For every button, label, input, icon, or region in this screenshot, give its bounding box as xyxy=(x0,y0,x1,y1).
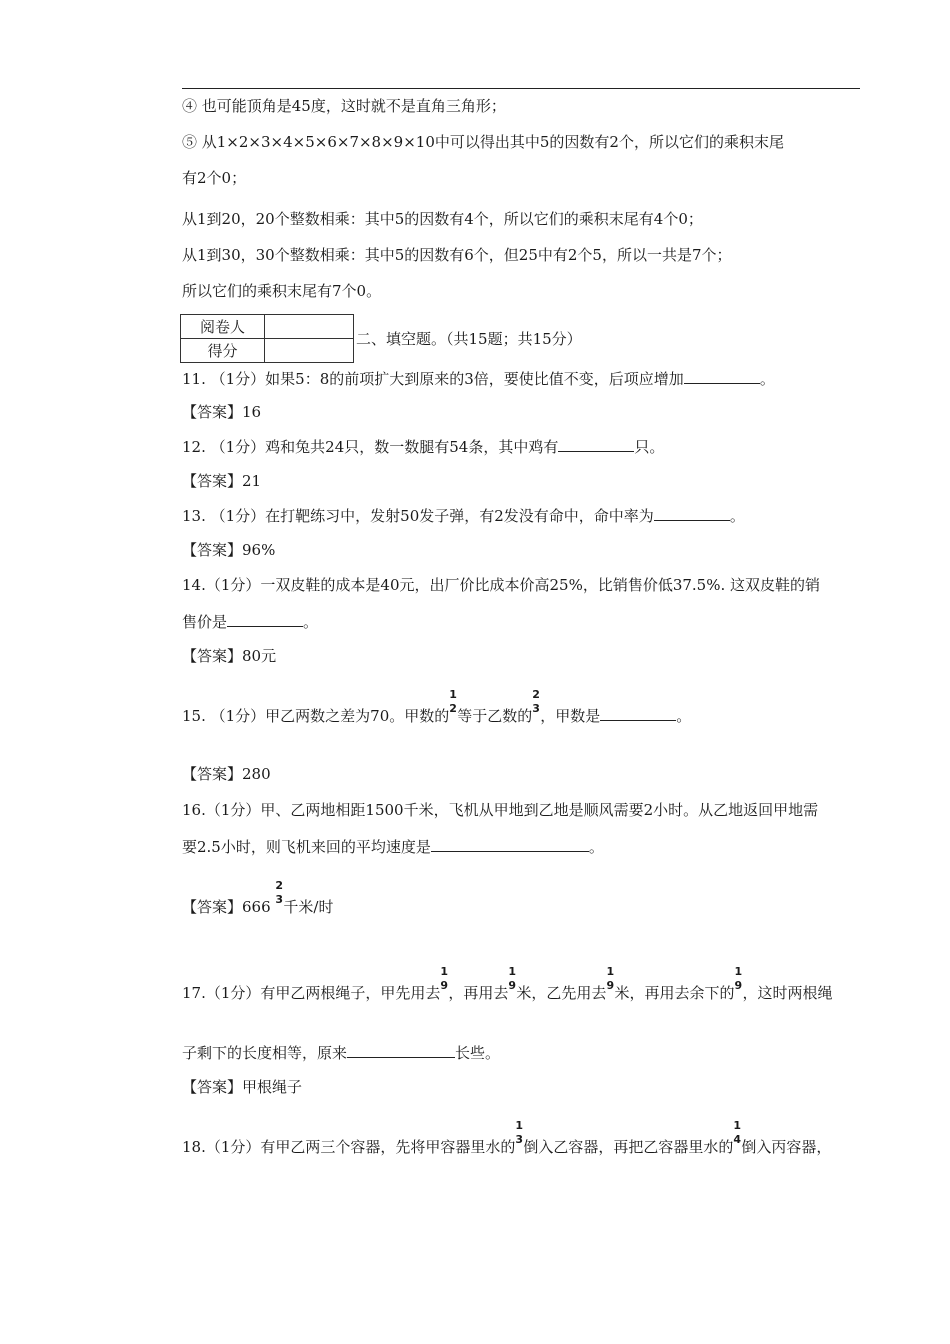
question-14-line-1: 14.（1分）一双皮鞋的成本是40元，出厂价比成本价高25%，比销售价低37.5%. 这双皮鞋的销 xyxy=(182,576,821,594)
answer-blank xyxy=(347,1042,455,1058)
answer-11: 【答案】16 xyxy=(182,403,262,421)
question-17-text: 17.（1分）有甲乙两根绳子，甲先用去 xyxy=(182,984,441,1002)
question-14-line-2 xyxy=(182,611,318,632)
fraction xyxy=(508,965,517,998)
question-16-line-2 xyxy=(182,836,604,857)
solution-line-4: ④ 也可能顶角是45度，这时就不是直角三角形； xyxy=(182,97,506,115)
answer-16-suffix: 千米/时 xyxy=(283,898,334,916)
answer-blank xyxy=(600,705,676,721)
question-12 xyxy=(182,436,664,457)
fraction-numerator: 1 xyxy=(508,965,517,978)
question-13 xyxy=(182,505,745,526)
fraction-numerator: 1 xyxy=(449,688,457,701)
answer-blank xyxy=(558,436,634,452)
fraction-numerator: 1 xyxy=(515,1119,524,1132)
question-15-text: 等于乙数的 xyxy=(457,707,533,725)
answer-16-prefix: 【答案】666 xyxy=(182,898,276,916)
fraction-denominator: 3 xyxy=(515,1133,524,1146)
fraction xyxy=(733,1119,742,1152)
answer-13: 【答案】96% xyxy=(182,541,276,559)
fraction xyxy=(532,688,540,721)
answer-14: 【答案】80元 xyxy=(182,647,277,665)
fraction xyxy=(449,688,457,721)
question-14-end: 。 xyxy=(303,613,319,631)
question-15-end: 。 xyxy=(676,707,692,725)
fraction-denominator: 3 xyxy=(532,702,540,715)
question-13-end: 。 xyxy=(729,507,745,525)
question-11-end: 。 xyxy=(759,370,775,388)
question-11-text: 11. （1分）如果5：8的前项扩大到原来的3倍，要使比值不变，后项应增加 xyxy=(182,370,684,388)
answer-blank xyxy=(684,368,760,384)
fraction xyxy=(275,879,284,912)
question-11 xyxy=(182,368,775,389)
answer-15: 【答案】280 xyxy=(182,765,271,783)
question-12-end: 只。 xyxy=(634,438,665,456)
answer-17: 【答案】甲根绳子 xyxy=(182,1078,303,1096)
question-16-text: 要2.5小时，则飞机来回的平均速度是 xyxy=(182,838,431,856)
fraction-denominator: 3 xyxy=(275,893,284,906)
fraction-denominator: 9 xyxy=(734,979,743,992)
question-17-text: 米，再用去余下的 xyxy=(614,984,735,1002)
question-18-text: 倒入乙容器，再把乙容器里水的 xyxy=(523,1138,734,1156)
question-16-end: 。 xyxy=(588,838,604,856)
question-15-text: ，甲数是 xyxy=(540,707,601,725)
fraction-denominator: 4 xyxy=(733,1133,742,1146)
question-13-text: 13. （1分）在打靶练习中，发射50发子弹，有2发没有命中，命中率为 xyxy=(182,507,654,525)
fraction xyxy=(606,965,615,998)
fraction-numerator: 1 xyxy=(606,965,615,978)
solution-line-5a: ⑤ 从1×2×3×4×5×6×7×8×9×10中可以得出其中5的因数有2个，所以它们的乘积末尾 xyxy=(182,133,784,151)
solution-line-20: 从1到20，20个整数相乘：其中5的因数有4个，所以它们的乘积末尾有4个0； xyxy=(182,210,703,228)
answer-blank xyxy=(227,611,303,627)
reviewer-field xyxy=(265,315,354,339)
fraction xyxy=(734,965,743,998)
solution-line-end: 所以它们的乘积末尾有7个0。 xyxy=(182,282,382,300)
header-rule xyxy=(182,88,860,89)
fraction-numerator: 1 xyxy=(733,1119,742,1132)
solution-line-5b: 有2个0； xyxy=(182,169,247,187)
question-14-text: 售价是 xyxy=(182,613,228,631)
question-12-text: 12. （1分）鸡和兔共24只，数一数腿有54条，其中鸡有 xyxy=(182,438,559,456)
question-17-line-2 xyxy=(182,1042,500,1063)
score-table xyxy=(180,314,354,363)
fraction-numerator: 2 xyxy=(532,688,540,701)
fraction-numerator: 1 xyxy=(440,965,449,978)
answer-12: 【答案】21 xyxy=(182,472,262,490)
question-17-end: 长些。 xyxy=(455,1044,501,1062)
solution-line-30: 从1到30，30个整数相乘：其中5的因数有6个，但25中有2个5，所以一共是7个； xyxy=(182,246,732,264)
fraction-numerator: 1 xyxy=(734,965,743,978)
question-15 xyxy=(182,688,692,726)
score-label: 得分 xyxy=(181,339,265,363)
question-17-text: 子剩下的长度相等，原来 xyxy=(182,1044,348,1062)
reviewer-label: 阅卷人 xyxy=(181,315,265,339)
question-17-text: 米，乙先用去 xyxy=(516,984,607,1002)
answer-16 xyxy=(182,879,334,917)
question-17-text: ，再用去 xyxy=(448,984,509,1002)
fraction-denominator: 9 xyxy=(508,979,517,992)
question-17-text: ，这时两根绳 xyxy=(742,984,833,1002)
score-field xyxy=(265,339,354,363)
fraction xyxy=(440,965,449,998)
section-title: 二、填空题。（共15题；共15分） xyxy=(356,330,582,348)
fraction-denominator: 9 xyxy=(606,979,615,992)
answer-blank xyxy=(654,505,730,521)
answer-blank xyxy=(431,836,589,852)
question-17-line-1 xyxy=(182,965,833,1003)
question-15-text: 15. （1分）甲乙两数之差为70。甲数的 xyxy=(182,707,450,725)
question-18-text: 18.（1分）有甲乙两三个容器，先将甲容器里水的 xyxy=(182,1138,516,1156)
fraction-denominator: 2 xyxy=(449,702,457,715)
question-16-line-1: 16.（1分）甲、乙两地相距1500千米，飞机从甲地到乙地是顺风需要2小时。从乙地返回甲地需 xyxy=(182,801,819,819)
fraction-numerator: 2 xyxy=(275,879,284,892)
fraction-denominator: 9 xyxy=(440,979,449,992)
question-18 xyxy=(182,1119,832,1157)
fraction xyxy=(515,1119,524,1152)
question-18-text: 倒入丙容器， xyxy=(741,1138,832,1156)
